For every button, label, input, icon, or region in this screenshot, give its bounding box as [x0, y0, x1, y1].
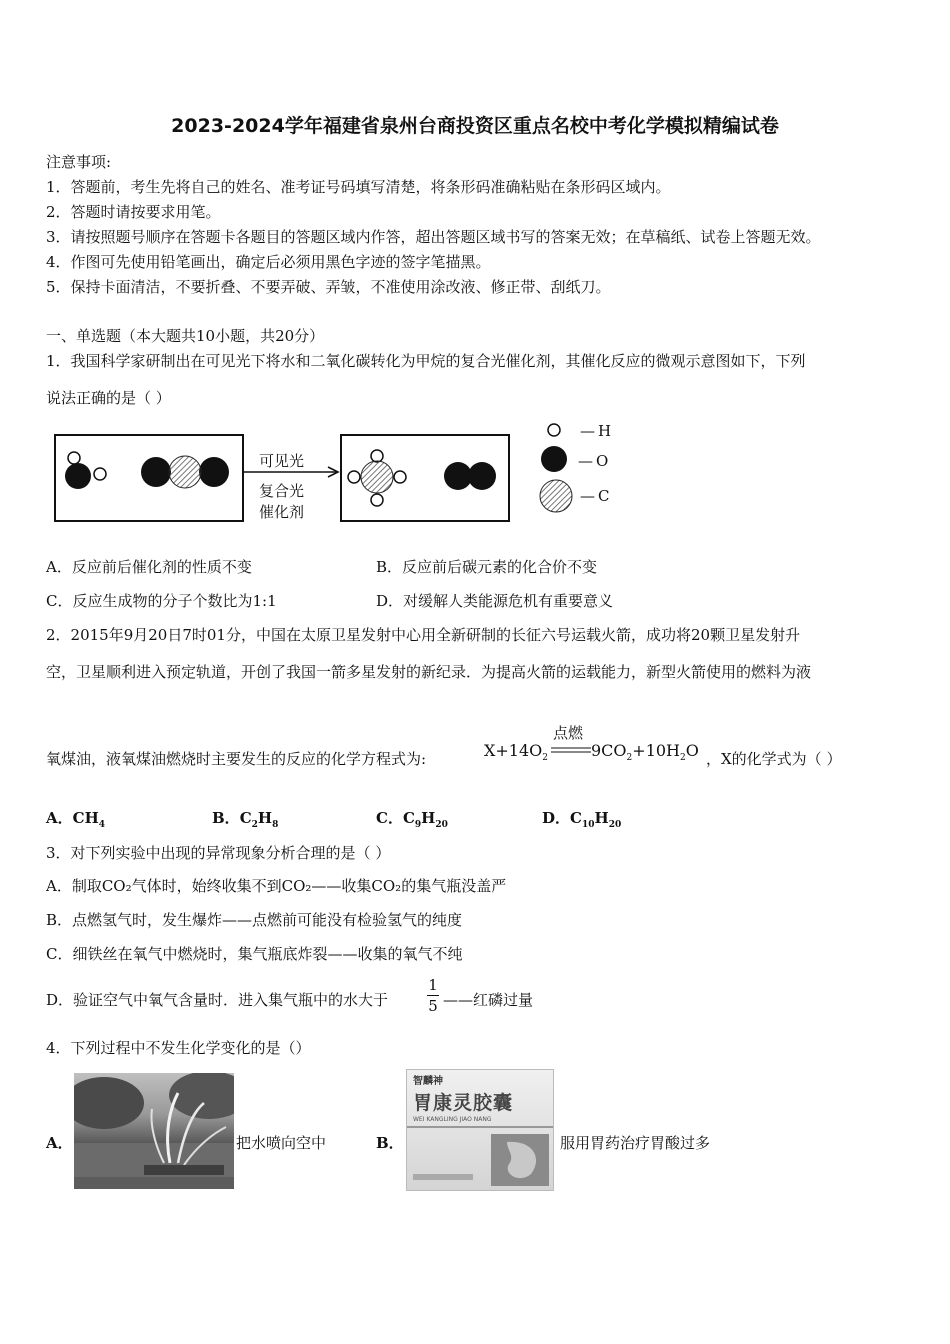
medicine-box-photo: [406, 1069, 554, 1191]
oxygen-atom-icon: [541, 446, 567, 472]
arrow-label: 复合光: [259, 482, 305, 500]
notice-heading: 注意事项:: [46, 153, 112, 171]
q3-option-d-suffix: ——红磷过量: [443, 991, 534, 1009]
notice-item: 5．保持卡面清洁，不要折叠、不要弄破、弄皱，不准使用涂改液、修正带、刮纸刀。: [46, 278, 611, 296]
reaction-condition: 点燃: [553, 724, 584, 742]
legend-label-o: O: [596, 452, 609, 470]
fountain-photo: [74, 1073, 234, 1189]
medicine-pinyin: WEI KANGLING JIAO NANG: [413, 1116, 492, 1123]
reactants-box: [54, 434, 244, 522]
q3-option-c: C．细铁丝在氧气中燃烧时，集气瓶底炸裂——收集的氧气不纯: [46, 945, 463, 963]
fountain-image-icon: [74, 1073, 234, 1189]
q3-option-d: D．验证空气中氧气含量时．进入集气瓶中的水大于: [46, 991, 389, 1009]
q2-stem-suffix: ，X的化学式为（ ）: [706, 750, 842, 768]
section-heading: 一、单选题（本大题共10小题，共20分）: [46, 327, 325, 345]
stomach-image-icon: [407, 1070, 553, 1190]
equation-right: 9CO: [591, 741, 627, 760]
q3-option-a: A．制取CO₂气体时，始终收集不到CO₂——收集CO₂的集气瓶没盖严: [46, 877, 507, 895]
page-title: 2023-2024学年福建省泉州台商投资区重点名校中考化学模拟精编试卷: [171, 115, 779, 137]
q3-option-b: B．点燃氢气时，发生爆炸——点燃前可能没有检验氢气的纯度: [46, 911, 463, 929]
q2-stem: 氧煤油，液氧煤油燃烧时主要发生的反应的化学方程式为:: [46, 750, 427, 768]
q2-option-d: D．$C_{10}H_{20}$: [542, 809, 622, 830]
q1-option-b: B．反应前后碳元素的化合价不变: [376, 558, 598, 576]
q4-option-b-letter: B．: [376, 1134, 404, 1152]
notice-item: 3．请按照题号顺序在答题卡各题目的答题区域内作答，超出答题区域书写的答案无效；在草稿纸、试卷上答题无效。: [46, 228, 821, 246]
legend-dash: —: [578, 452, 593, 470]
q4-option-b-text: 服用胃药治疗胃酸过多: [560, 1134, 711, 1152]
equation-left: X+14O: [484, 741, 543, 760]
legend-label-c: C: [598, 487, 610, 505]
co2-molecule-icon: [56, 436, 242, 520]
notice-item: 4．作图可先使用铅笔画出，确定后必须用黑色字迹的签字笔描黑。: [46, 253, 491, 271]
q1-option-c: C．反应生成物的分子个数比为1:1: [46, 592, 277, 610]
q2-option-c: C．$C_9H_{20}$: [376, 809, 448, 830]
notice-item: 1．答题前，考生先将自己的姓名、准考证号码填写清楚，将条形码准确粘贴在条形码区域内。: [46, 178, 671, 196]
q1-stem: 1．我国科学家研制出在可见光下将水和二氧化碳转化为甲烷的复合光催化剂，其催化反应的微观示意图如下，下列: [46, 352, 806, 370]
o2-molecule-icon: [342, 436, 508, 520]
fraction-numerator: 1: [428, 976, 438, 994]
q1-option-d: D．对缓解人类能源危机有重要意义: [376, 592, 614, 610]
hydrogen-atom-icon: [548, 424, 560, 436]
q4-option-a-text: 把水喷向空中: [236, 1134, 327, 1152]
q1-stem: 说法正确的是（ ）: [46, 389, 171, 407]
legend-dash: —: [580, 422, 595, 440]
products-box: [340, 434, 510, 522]
medicine-brand: 智麟神: [413, 1076, 443, 1087]
fraction-bar: [427, 995, 439, 996]
q1-option-a: A．反应前后催化剂的性质不变: [46, 558, 252, 576]
equals-sign-icon: [551, 746, 591, 754]
q4-stem: 4．下列过程中不发生化学变化的是（）: [46, 1039, 311, 1057]
notice-item: 2．答题时请按要求用笔。: [46, 203, 221, 221]
q4-option-a-letter: A．: [46, 1134, 73, 1152]
q2-option-b: B．$C_2H_8$: [212, 809, 279, 830]
q2-stem: 2．2015年9月20日7时01分，中国在太原卫星发射中心用全新研制的长征六号运载火箭，成功将20颗卫星发射升: [46, 626, 801, 644]
fraction-denominator: 5: [428, 997, 438, 1015]
legend-dash: —: [580, 487, 595, 505]
arrow-label: 催化剂: [259, 503, 305, 521]
legend-label-h: H: [598, 422, 612, 440]
medicine-title: 胃康灵胶囊: [413, 1092, 514, 1114]
carbon-atom-icon: [540, 480, 572, 512]
q2-option-a: A．$CH_4$: [46, 809, 106, 830]
q2-stem: 空，卫星顺利进入预定轨道，开创了我国一箭多星发射的新纪录．为提高火箭的运载能力，新型火箭使用的燃料为液: [46, 663, 812, 681]
arrow-label: 可见光: [259, 452, 305, 470]
q3-stem: 3．对下列实验中出现的异常现象分析合理的是（ ）: [46, 844, 391, 862]
